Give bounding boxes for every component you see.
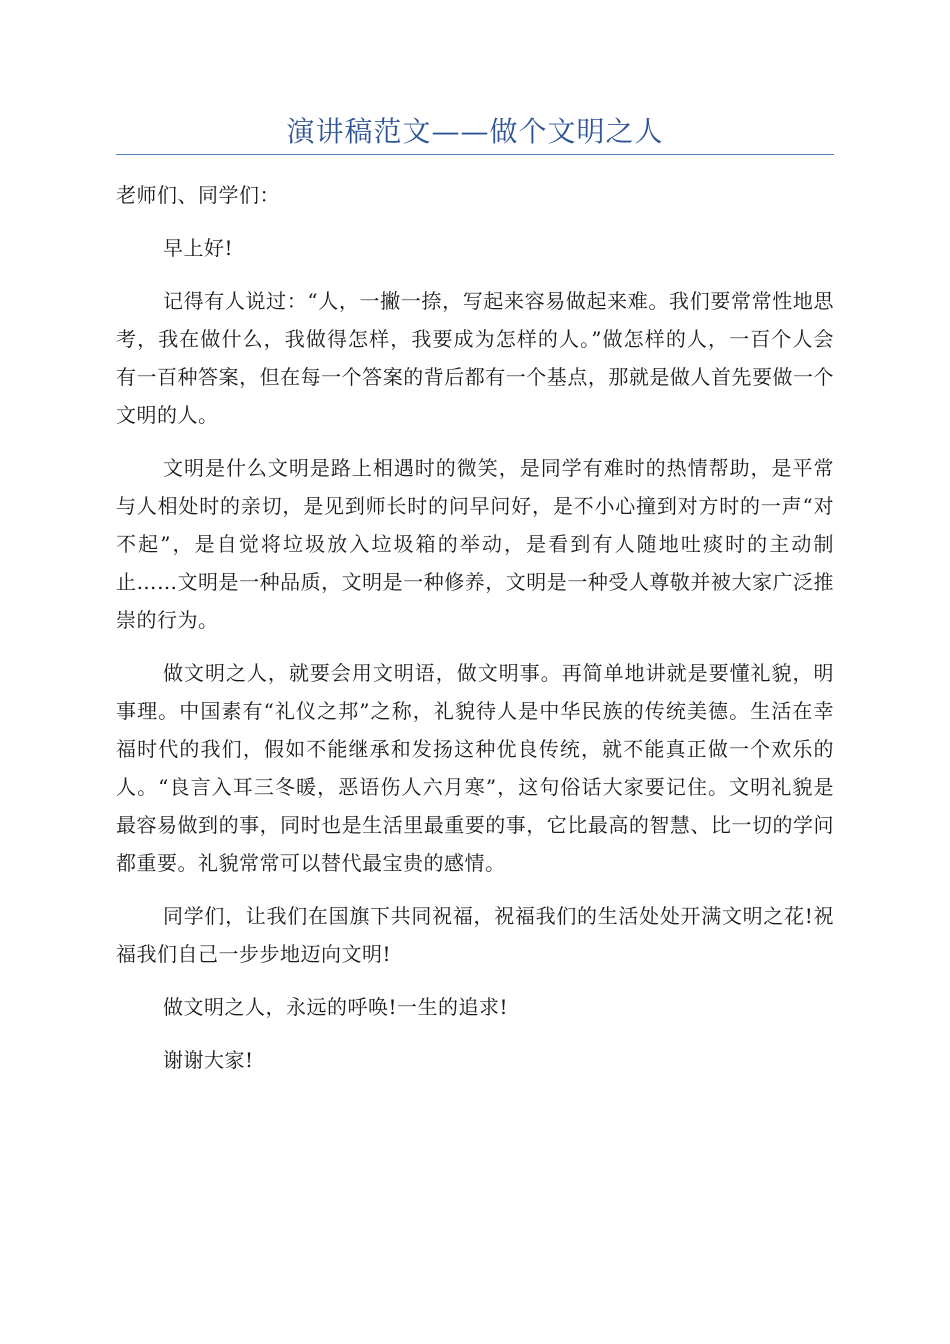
- paragraph-what-is-civility: 文明是什么文明是路上相遇时的微笑，是同学有难时的热情帮助，是平常与人相处时的亲切，是见到师长时的问早问好，是不小心撞到对方时的一声“对不起”，是自觉将垃圾放入垃圾箱的举动，是看到有人随地吐痰时的主动制止……文明是一种品质，文明是一种修养，文明是一种受人尊敬并被大家广泛推崇的行为。: [116, 456, 834, 632]
- title-underline: [116, 154, 834, 155]
- paragraph-quote: 记得有人说过：“人，一撇一捺，写起来容易做起来难。我们要常常性地思考，我在做什么，我做得怎样，我要成为怎样的人。”做怎样的人，一百个人会有一百种答案，但在每一个答案的背后都有一个基点，那就是做人首先要做一个文明的人。: [116, 289, 834, 427]
- paragraph-greeting: 早上好!: [163, 236, 234, 260]
- document-body: [116, 176, 834, 1094]
- page-title: 演讲稿范文——做个文明之人: [286, 115, 664, 148]
- salutation: 老师们、同学们：: [116, 183, 280, 207]
- paragraph-thanks: 谢谢大家!: [163, 1048, 254, 1072]
- paragraph-be-civil: 做文明之人，就要会用文明语，做文明事。再简单地讲就是要懂礼貌，明事理。中国素有“礼仪之邦”之称，礼貌待人是中华民族的传统美德。生活在幸福时代的我们，假如不能继承和发扬这种优良传统，就不能真正做一个欢乐的人。“良言入耳三冬暖，恶语伤人六月寒”，这句俗话大家要记住。文明礼貌是最容易做到的事，同时也是生活里最重要的事，它比最高的智慧、比一切的学问都重要。礼貌常常可以替代最宝贵的感情。: [116, 661, 834, 875]
- paragraph-blessing: 同学们，让我们在国旗下共同祝福，祝福我们的生活处处开满文明之花!祝福我们自己一步步地迈向文明!: [116, 904, 834, 966]
- paragraph-pursuit: 做文明之人，永远的呼唤!一生的追求!: [163, 995, 509, 1019]
